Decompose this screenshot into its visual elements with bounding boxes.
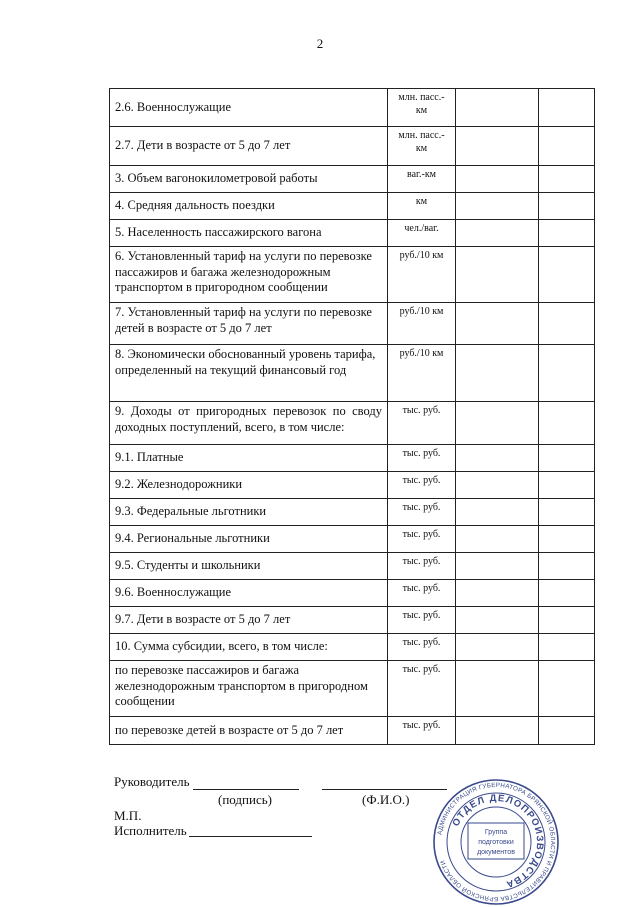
row-label: 9.1. Платные [110, 445, 388, 472]
row-unit: тыс. руб. [388, 526, 456, 553]
row-unit: тыс. руб. [388, 553, 456, 580]
table-row [110, 553, 595, 580]
row-unit: млн. пасс.-км [388, 89, 456, 127]
value-cell [539, 445, 595, 472]
row-label: 7. Установленный тариф на услуги по перевозке детей в возрасте от 5 до 7 лет [110, 303, 388, 345]
value-cell [539, 127, 595, 166]
head-label: Руководитель [114, 774, 190, 789]
value-cell [539, 634, 595, 661]
row-unit: тыс. руб. [388, 661, 456, 717]
row-label: 3. Объем вагонокилометровой работы [110, 166, 388, 193]
table-row [110, 166, 595, 193]
table-row [110, 717, 595, 745]
table-row [110, 193, 595, 220]
value-cell [539, 89, 595, 127]
row-unit: тыс. руб. [388, 402, 456, 445]
value-cell [539, 526, 595, 553]
value-cell [456, 661, 539, 717]
table-row [110, 345, 595, 402]
value-cell [456, 499, 539, 526]
table-row [110, 220, 595, 247]
table-row [110, 499, 595, 526]
row-unit: чел./ваг. [388, 220, 456, 247]
row-label: 9.2. Железнодорожники [110, 472, 388, 499]
row-unit: млн. пасс.-км [388, 127, 456, 166]
stamp-center-line2: подготовки [478, 839, 514, 846]
value-cell [539, 247, 595, 303]
table-row [110, 607, 595, 634]
page-number: 2 [316, 36, 324, 51]
table-row [110, 89, 595, 127]
value-cell [456, 127, 539, 166]
table-row [110, 402, 595, 445]
row-unit: руб./10 км [388, 303, 456, 345]
row-unit: км [388, 193, 456, 220]
value-cell [456, 303, 539, 345]
value-cell [456, 717, 539, 745]
row-unit: ваг.-км [388, 166, 456, 193]
row-label: 6. Установленный тариф на услуги по перевозке пассажиров и багажа железнодорожным транспортом в пригородном сообщении [110, 247, 388, 303]
table-row [110, 580, 595, 607]
stamp-center-line1: Группа [484, 829, 508, 836]
row-label: 5. Населенность пассажирского вагона [110, 220, 388, 247]
row-label: 9.4. Региональные льготники [110, 526, 388, 553]
row-label: 4. Средняя дальность поездки [110, 193, 388, 220]
table-row [110, 247, 595, 303]
value-cell [456, 445, 539, 472]
table-row [110, 445, 595, 472]
value-cell [539, 717, 595, 745]
value-cell [539, 345, 595, 402]
value-cell [456, 580, 539, 607]
value-cell [456, 166, 539, 193]
row-unit: тыс. руб. [388, 634, 456, 661]
value-cell [456, 553, 539, 580]
value-cell [456, 89, 539, 127]
row-unit: руб./10 км [388, 247, 456, 303]
value-cell [456, 345, 539, 402]
row-label: 9.7. Дети в возрасте от 5 до 7 лет [110, 607, 388, 634]
stamp-outer-text: АДМИНИСТРАЦИЯ ГУБЕРНАТОРА БРЯНСКОЙ ОБЛАСТИ И ПРАВИТЕЛЬСТВА БРЯНСКОЙ ОБЛАСТИ [436, 781, 557, 903]
row-unit: тыс. руб. [388, 717, 456, 745]
value-cell [539, 553, 595, 580]
value-cell [539, 580, 595, 607]
name-caption: (Ф.И.О.) [362, 792, 410, 807]
row-label: 2.6. Военнослужащие [110, 89, 388, 127]
row-unit: тыс. руб. [388, 499, 456, 526]
value-cell [456, 526, 539, 553]
executor-line [189, 836, 312, 837]
value-cell [539, 402, 595, 445]
table-row [110, 127, 595, 166]
row-label: 9.5. Студенты и школьники [110, 553, 388, 580]
row-label: по перевозке детей в возрасте от 5 до 7 лет [110, 717, 388, 745]
signature-line [193, 789, 299, 790]
department-stamp [431, 777, 561, 907]
signature-caption: (подпись) [218, 792, 272, 807]
indicators-table [109, 88, 595, 745]
stamp-inner-text: ОТДЕЛ ДЕЛОПРОИЗВОДСТВА [450, 792, 546, 890]
value-cell [456, 193, 539, 220]
name-line [322, 789, 447, 790]
value-cell [539, 193, 595, 220]
value-cell [539, 661, 595, 717]
row-label: 9.3. Федеральные льготники [110, 499, 388, 526]
value-cell [539, 607, 595, 634]
row-unit: тыс. руб. [388, 445, 456, 472]
value-cell [539, 220, 595, 247]
table-row [110, 661, 595, 717]
value-cell [456, 607, 539, 634]
row-label: 9.6. Военнослужащие [110, 580, 388, 607]
row-unit: тыс. руб. [388, 580, 456, 607]
value-cell [539, 472, 595, 499]
row-label: 2.7. Дети в возрасте от 5 до 7 лет [110, 127, 388, 166]
value-cell [456, 220, 539, 247]
table-row [110, 303, 595, 345]
value-cell [456, 402, 539, 445]
value-cell [456, 472, 539, 499]
value-cell [456, 634, 539, 661]
row-label: 10. Сумма субсидии, всего, в том числе: [110, 634, 388, 661]
value-cell [539, 303, 595, 345]
executor-label: Исполнитель [114, 823, 187, 838]
row-unit: тыс. руб. [388, 607, 456, 634]
row-label: 9. Доходы от пригородных перевозок по своду доходных поступлений, всего, в том числе: [110, 402, 388, 445]
row-unit: руб./10 км [388, 345, 456, 402]
value-cell [456, 247, 539, 303]
row-label: 8. Экономически обоснованный уровень тарифа, определенный на текущий финансовый год [110, 345, 388, 402]
table-row [110, 526, 595, 553]
row-unit: тыс. руб. [388, 472, 456, 499]
row-label: по перевозке пассажиров и багажа железнодорожным транспортом в пригородном сообщении [110, 661, 388, 717]
seal-label: М.П. [114, 808, 142, 823]
value-cell [539, 499, 595, 526]
stamp-center-line3: документов [477, 849, 515, 856]
value-cell [539, 166, 595, 193]
table-row [110, 472, 595, 499]
table-row [110, 634, 595, 661]
